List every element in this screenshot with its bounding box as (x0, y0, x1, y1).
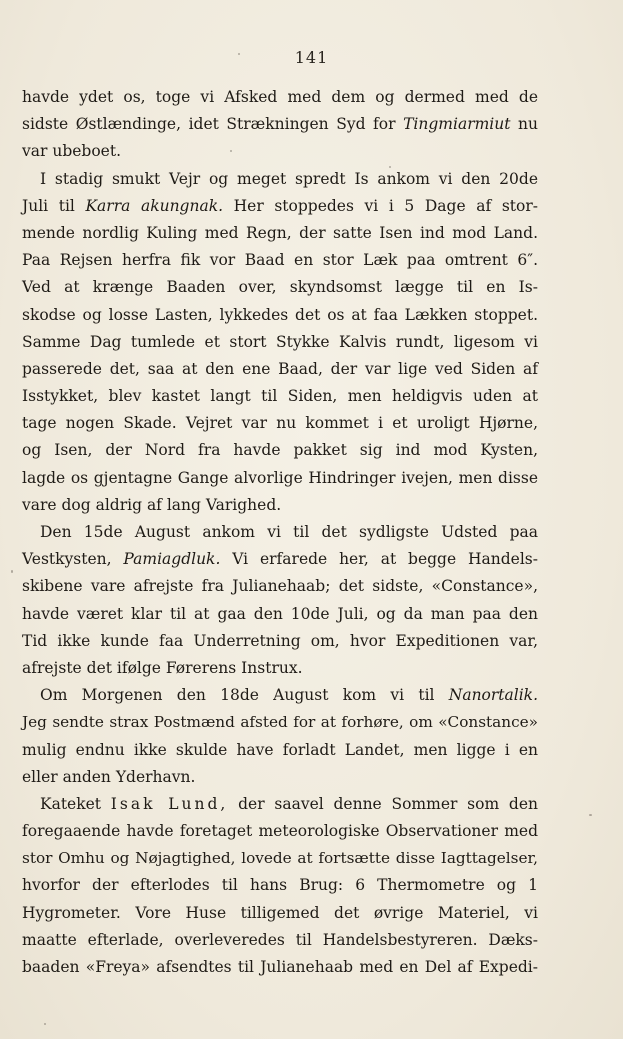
text-segment: Paa Rejsen herfra fik vor Baad en stor Læk paa omtrent 6″. (22, 251, 538, 270)
italic-place-name: Pamiagdluk. (123, 550, 221, 569)
text-line (22, 872, 538, 899)
text-line (22, 302, 538, 329)
text-line (22, 84, 538, 111)
text-segment: var ubeboet. (22, 142, 121, 161)
text-segment: Tid ikke kunde faa Underretning om, hvor Expeditionen var, (22, 631, 538, 650)
text-segment: Vi erfarede her, at begge Handels- (220, 550, 538, 569)
text-segment: Samme Dag tumlede et stort Stykke Kalvis rundt, ligesom vi (22, 332, 538, 351)
text-segment: havde ydet os, toge vi Afsked med dem og dermed med de (22, 88, 538, 106)
text-line (22, 193, 538, 220)
text-segment: sidste Østlændinge, idet Strækningen Syd for (22, 115, 404, 134)
text-segment: I stadig smukt Vejr og meget spredt Is ankom vi den 20de (40, 169, 538, 188)
text-segment: Den 15de August ankom vi til det sydligste Udsted paa (40, 523, 538, 541)
text-line (22, 220, 538, 247)
text-segment: stor Omhu og Nøjagtighed, lovede at fortsætte disse Iagttagelser, (22, 849, 538, 868)
print-speck (11, 570, 13, 573)
text-segment: passerede det, saa at den ene Baad, der var lige ved Siden af (22, 359, 538, 378)
text-segment: foregaaende havde foretaget meteorologiske Observationer med (22, 822, 538, 841)
text-segment: og Isen, der Nord fra havde pakket sig ind mod Kysten, (22, 441, 538, 460)
text-line (22, 247, 538, 274)
text-segment: Om Morgenen den 18de August kom vi til (40, 686, 449, 705)
text-line (22, 601, 538, 628)
text-segment: vare dog aldrig af lang Varighed. (22, 495, 282, 514)
text-line (22, 356, 538, 383)
text-segment: havde været klar til at gaa den 10de Juli, og da man paa den (22, 604, 538, 623)
text-line (22, 628, 538, 655)
text-line (22, 573, 538, 600)
text-line (22, 655, 538, 682)
print-speck (589, 814, 592, 816)
text-segment: nu (510, 115, 538, 134)
text-segment: mulig endnu ikke skulde have forladt Landet, men ligge i en (22, 740, 538, 759)
text-line (22, 818, 538, 845)
text-segment: baaden «Freya» afsendtes til Julianehaab med en Del af Expedi- (22, 958, 538, 976)
text-line (22, 492, 538, 519)
text-line (22, 791, 538, 818)
body-text (22, 84, 538, 981)
text-segment: maatte efterlade, overleveredes til Handelsbestyreren. Dæks- (22, 930, 538, 949)
text-segment: skodse og losse Lasten, lykkedes det os at faa Lækken stoppet. (22, 305, 538, 324)
text-line (22, 329, 538, 356)
print-speck (44, 1023, 46, 1025)
text-line (22, 927, 538, 954)
text-line (22, 709, 538, 736)
text-line (22, 111, 538, 138)
text-line (22, 546, 538, 573)
text-segment: Vestkysten, (22, 550, 124, 569)
text-line (22, 845, 538, 872)
page-number: 141 (294, 48, 329, 67)
italic-place-name: Karra akungnak. (85, 196, 224, 215)
spaced-person-name: Isak Lund, (110, 794, 229, 813)
text-line (22, 954, 538, 981)
text-line (22, 383, 538, 410)
text-segment: Ved at krænge Baaden over, skyndsomst lægge til en Is- (22, 278, 538, 297)
text-line (22, 737, 538, 764)
text-segment: eller anden Yderhavn. (22, 767, 196, 786)
text-segment: Kateket (40, 794, 111, 813)
text-segment: Her stoppedes vi i 5 Dage af stor- (223, 196, 538, 215)
text-segment: Isstykket, blev kastet langt til Siden, men heldigvis uden at (22, 387, 538, 406)
text-segment: mende nordlig Kuling med Regn, der satte Isen ind mod Land. (22, 223, 538, 242)
text-line (22, 519, 538, 546)
text-segment: tage nogen Skade. Vejret var nu kommet i et uroligt Hjørne, (22, 414, 538, 433)
text-segment: lagde os gjentagne Gange alvorlige Hindringer ivejen, men disse (22, 468, 538, 487)
text-line (22, 900, 538, 927)
text-line (22, 682, 538, 709)
text-line (22, 166, 538, 193)
text-segment: Juli til (22, 196, 86, 215)
text-line (22, 410, 538, 437)
text-segment: afrejste det ifølge Førerens Instrux. (22, 658, 303, 677)
text-segment: skibene vare afrejste fra Julianehaab; det sidste, «Constance», (22, 577, 538, 596)
print-speck (230, 150, 232, 152)
text-segment: hvorfor der efterlodes til hans Brug: 6 Thermometre og 1 (22, 876, 538, 895)
text-segment: Jeg sendte strax Postmænd afsted for at forhøre, om «Constance» (22, 713, 538, 732)
text-segment: Hygrometer. Vore Huse tilligemed det øvrige Materiel, vi (22, 903, 538, 922)
text-line (22, 274, 538, 301)
text-line (22, 465, 538, 492)
print-speck (238, 53, 240, 55)
text-line (22, 764, 538, 791)
text-line (22, 138, 538, 165)
italic-place-name: Tingmiarmiut (403, 115, 511, 134)
text-segment: der saavel denne Sommer som den (228, 794, 538, 813)
italic-place-name: Nanortalik. (448, 686, 538, 705)
print-speck (389, 166, 391, 168)
text-line (22, 437, 538, 464)
